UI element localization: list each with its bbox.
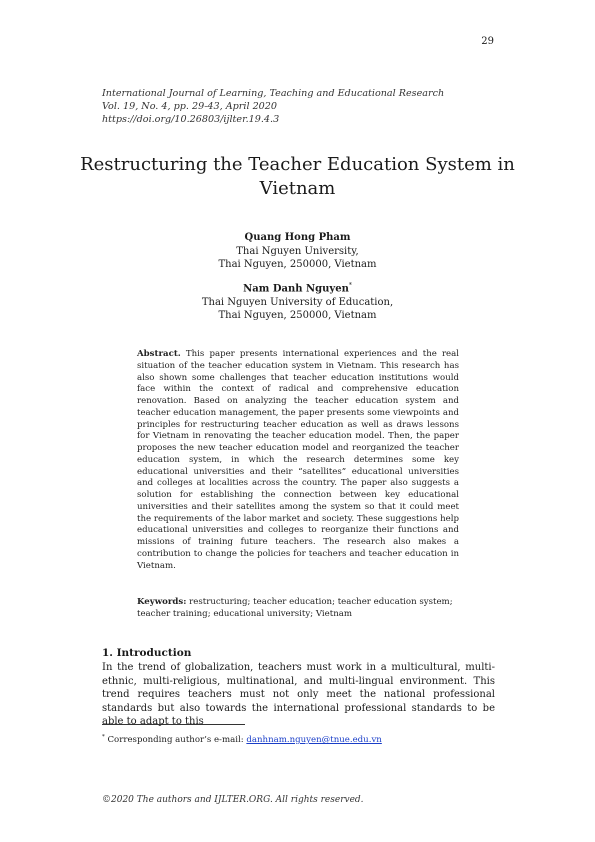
footnote-text: Corresponding author’s e-mail: (107, 734, 247, 745)
author-affiliation: Thai Nguyen University, (236, 245, 359, 257)
footnote (102, 731, 495, 746)
journal-volume: Vol. 19, No. 4, pp. 29-43, April 2020 (102, 101, 277, 112)
journal-doi[interactable]: https://doi.org/10.26803/ijlter.19.4.3 (102, 114, 280, 125)
keywords-label: Keywords: (137, 597, 187, 607)
section-heading: 1. Introduction (102, 647, 192, 659)
copyright-notice: ©2020 The authors and IJLTER.ORG. All rights reserved. (102, 795, 364, 805)
footnote-marker: * (102, 734, 105, 740)
footnote-divider (102, 724, 245, 725)
abstract-label: Abstract. (137, 349, 181, 359)
introduction-text: In the trend of globalization, teachers must work in a multicultural, multi-ethnic, multi-religious, multinational, and multi-lingual environment. This trend requires teachers must not only meet the national professional standards but also towards the international professional standards to be able to adapt to this (102, 662, 495, 728)
abstract-text: This paper presents international experiences and the real situation of the teacher education system in Vietnam. This research has also shown some challenges that teacher education institutions would face within the context of radical and comprehensive education renovation. Based on analyzing the teacher education system and teacher education management, the paper presents some viewpoints and principles for restructuring teacher education as well as draws lessons for Vietnam in renovating the teacher education model. Then, the paper proposes the new teacher education model and reorganized the teacher education system, in which the research determines some key educational universities and their “satellites” educational universities and colleges at localities across the country. The paper also suggests a solution for establishing the connection between key educational universities and their satellites among the system so that it could meet the requirements of the labor market and society. These suggestions help educational universities and colleges to reorganize their functions and missions of training future teachers. The research also makes a contribution to change the policies for teachers and teacher education in Vietnam. (137, 349, 460, 571)
author-name: Quang Hong Pham (244, 232, 351, 243)
journal-name: International Journal of Learning, Teaching and Educational Research (102, 88, 445, 99)
author-email-link[interactable]: danhnam.nguyen@tnue.edu.vn (246, 734, 382, 745)
keywords (137, 597, 459, 621)
keywords-text: restructuring; teacher education; teacher education system; teacher training; educational university; Vietnam (137, 597, 453, 619)
author-affiliation: Thai Nguyen University of Education, (201, 296, 394, 308)
author-address: Thai Nguyen, 250000, Vietnam (218, 259, 377, 270)
author-name: Nam Danh Nguyen* (243, 282, 352, 295)
author-block-1 (100, 231, 495, 272)
journal-header (102, 87, 502, 126)
page-number: 29 (481, 36, 494, 47)
author-address: Thai Nguyen, 250000, Vietnam (218, 310, 377, 322)
corresponding-marker: * (348, 282, 352, 289)
author-block-2 (100, 279, 495, 323)
abstract (137, 349, 459, 572)
paper-title: Restructuring the Teacher Education System in Vietnam (80, 154, 515, 199)
